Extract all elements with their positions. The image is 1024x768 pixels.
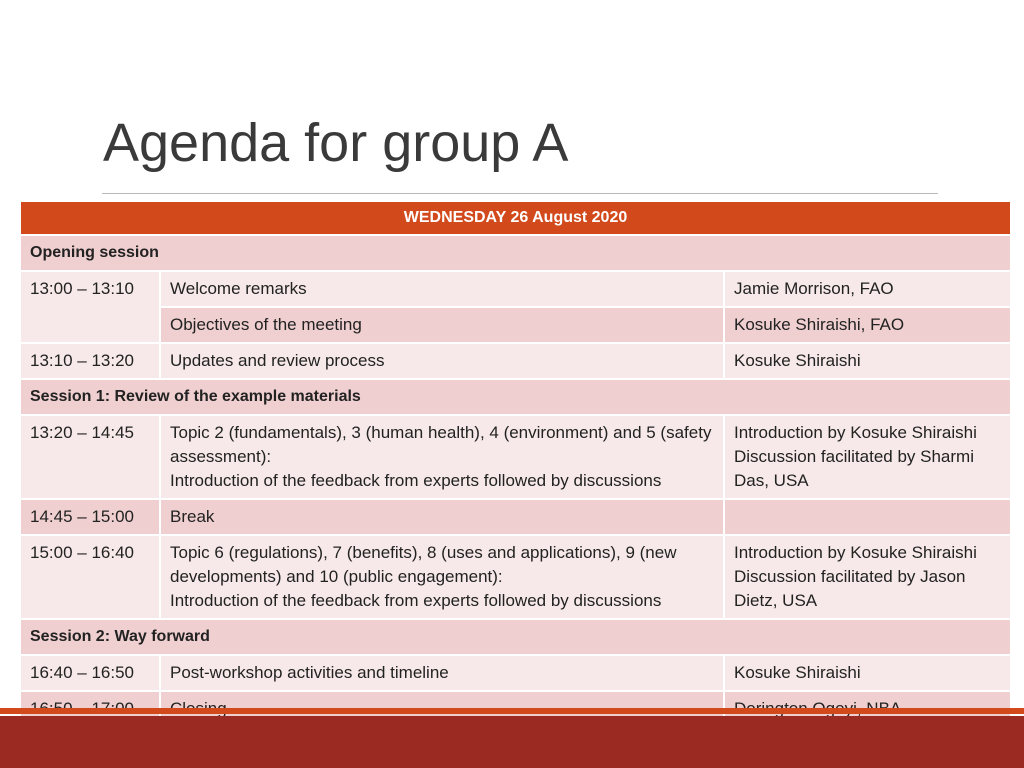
time-cell: 14:45 – 15:00 bbox=[20, 499, 160, 535]
table-row bbox=[20, 499, 1011, 535]
footer-bar bbox=[0, 716, 1024, 768]
item-text: Topic 6 (regulations), 7 (benefits), 8 (uses and applications), 9 (new developments) and 10 (public engagement): bbox=[170, 543, 677, 586]
section-title: Session 2: Way forward bbox=[20, 619, 1011, 655]
date-header: WEDNESDAY 26 August 2020 bbox=[20, 201, 1011, 235]
item-cell: Updates and review process bbox=[160, 343, 724, 379]
table-row bbox=[20, 307, 1011, 343]
table-row bbox=[20, 343, 1011, 379]
speaker-cell: Kosuke Shiraishi bbox=[724, 343, 1011, 379]
time-cell: 13:10 – 13:20 bbox=[20, 343, 160, 379]
item-text: Introduction of the feedback from experts followed by discussions bbox=[170, 591, 662, 610]
item-cell: Post-workshop activities and timeline bbox=[160, 655, 724, 691]
agenda-table bbox=[19, 200, 1012, 728]
title-divider bbox=[102, 193, 938, 194]
section-title: Session 1: Review of the example materials bbox=[20, 379, 1011, 415]
speaker-cell: Kosuke Shiraishi, FAO bbox=[724, 307, 1011, 343]
speaker-cell bbox=[724, 415, 1011, 499]
speaker-cell: Jamie Morrison, FAO bbox=[724, 271, 1011, 307]
table-row bbox=[20, 655, 1011, 691]
item-cell: Welcome remarks bbox=[160, 271, 724, 307]
speaker-text: Introduction by Kosuke Shiraishi bbox=[734, 423, 977, 442]
table-row bbox=[20, 415, 1011, 499]
speaker-cell bbox=[724, 535, 1011, 619]
time-cell: 15:00 – 16:40 bbox=[20, 535, 160, 619]
section-row-session-1 bbox=[20, 379, 1011, 415]
speaker-text: Discussion facilitated by Sharmi Das, USA bbox=[734, 447, 974, 490]
speaker-text: Discussion facilitated by Jason Dietz, USA bbox=[734, 567, 966, 610]
section-row-opening bbox=[20, 235, 1011, 271]
speaker-text: Introduction by Kosuke Shiraishi bbox=[734, 543, 977, 562]
table-row bbox=[20, 535, 1011, 619]
speaker-cell bbox=[724, 499, 1011, 535]
section-title: Opening session bbox=[20, 235, 1011, 271]
item-text: Topic 2 (fundamentals), 3 (human health), 4 (environment) and 5 (safety assessment): bbox=[170, 423, 712, 466]
table-row bbox=[20, 271, 1011, 307]
section-row-session-2 bbox=[20, 619, 1011, 655]
item-cell: Break bbox=[160, 499, 724, 535]
item-cell: Objectives of the meeting bbox=[160, 307, 724, 343]
slide-title: Agenda for group A bbox=[103, 113, 569, 173]
footer-accent-line bbox=[0, 708, 1024, 714]
time-cell: 13:00 – 13:10 bbox=[20, 271, 160, 343]
time-cell: 13:20 – 14:45 bbox=[20, 415, 160, 499]
speaker-cell: Kosuke Shiraishi bbox=[724, 655, 1011, 691]
table-header-row bbox=[20, 201, 1011, 235]
time-cell: 16:40 – 16:50 bbox=[20, 655, 160, 691]
item-text: Introduction of the feedback from experts followed by discussions bbox=[170, 471, 662, 490]
item-cell bbox=[160, 535, 724, 619]
item-cell bbox=[160, 415, 724, 499]
